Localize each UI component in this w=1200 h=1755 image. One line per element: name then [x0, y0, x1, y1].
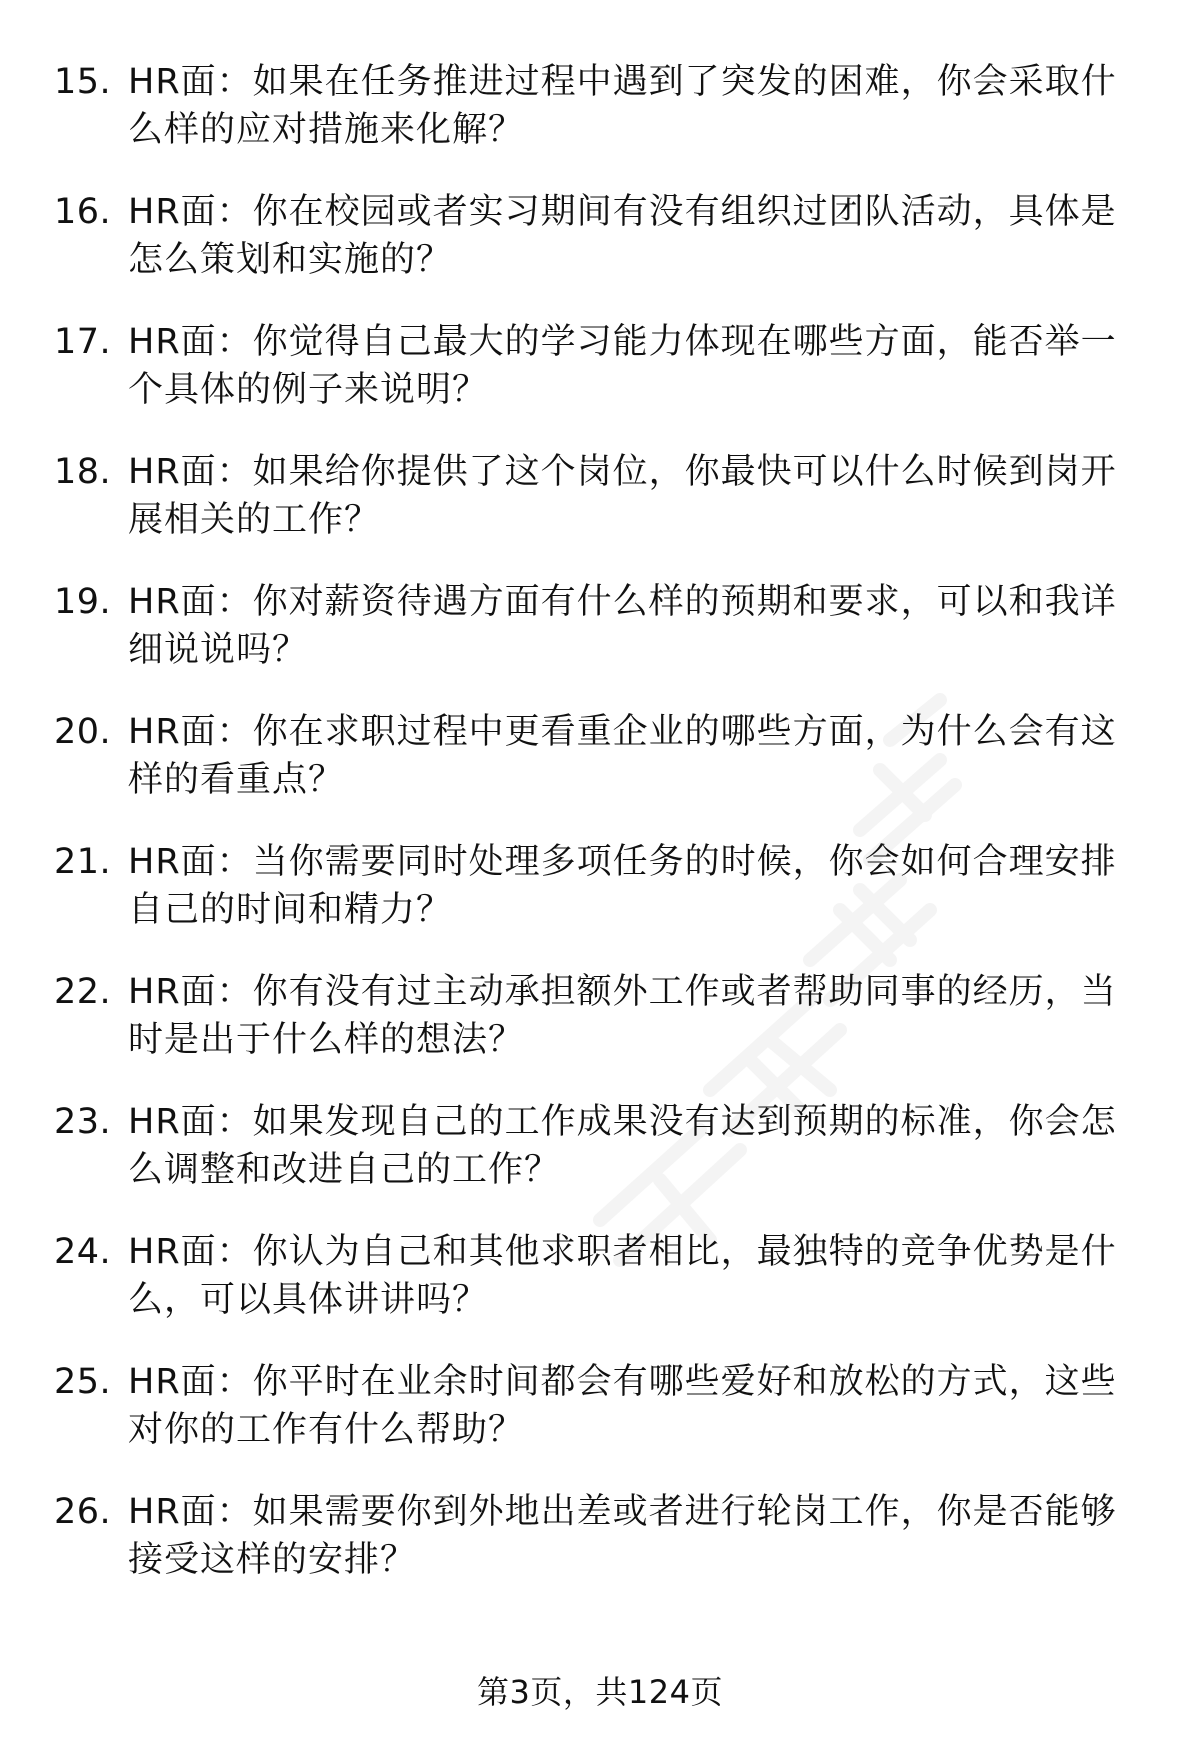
question-number: 22.	[54, 972, 112, 1012]
list-item	[0, 1488, 1200, 1618]
question-text: HR面：你认为自己和其他求职者相比，最独特的竞争优势是什么，可以具体讲讲吗？	[128, 1232, 1117, 1320]
question-text: HR面：如果给你提供了这个岗位，你最快可以什么时候到岗开展相关的工作？	[128, 452, 1117, 540]
question-number: 21.	[54, 842, 112, 882]
question-number: 20.	[54, 712, 112, 752]
question-number: 18.	[54, 452, 112, 492]
page-number-footer: 第3页，共124页	[477, 1673, 723, 1711]
list-item	[0, 1228, 1200, 1358]
question-text: HR面：你在求职过程中更看重企业的哪些方面，为什么会有这样的看重点？	[128, 712, 1117, 800]
list-item	[0, 1098, 1200, 1228]
list-item	[0, 318, 1200, 448]
list-item	[0, 58, 1200, 188]
question-list	[0, 58, 1200, 1618]
question-text: HR面：你觉得自己最大的学习能力体现在哪些方面，能否举一个具体的例子来说明？	[128, 322, 1117, 410]
question-number: 26.	[54, 1492, 112, 1532]
question-number: 24.	[54, 1232, 112, 1272]
question-number: 23.	[54, 1102, 112, 1142]
question-number: 17.	[54, 322, 112, 362]
list-item	[0, 1358, 1200, 1488]
list-item	[0, 188, 1200, 318]
list-item	[0, 708, 1200, 838]
question-number: 16.	[54, 192, 112, 232]
question-number: 19.	[54, 582, 112, 622]
list-item	[0, 968, 1200, 1098]
question-number: 25.	[54, 1362, 112, 1402]
question-text: HR面：如果发现自己的工作成果没有达到预期的标准，你会怎么调整和改进自己的工作？	[128, 1102, 1117, 1190]
list-item	[0, 578, 1200, 708]
question-text: HR面：你在校园或者实习期间有没有组织过团队活动，具体是怎么策划和实施的？	[128, 192, 1117, 280]
question-text: HR面：如果需要你到外地出差或者进行轮岗工作，你是否能够接受这样的安排？	[128, 1492, 1117, 1580]
list-item	[0, 448, 1200, 578]
question-text: HR面：你平时在业余时间都会有哪些爱好和放松的方式，这些对你的工作有什么帮助？	[128, 1362, 1117, 1450]
question-number: 15.	[54, 62, 112, 102]
question-text: HR面：你有没有过主动承担额外工作或者帮助同事的经历，当时是出于什么样的想法？	[128, 972, 1117, 1060]
question-text: HR面：如果在任务推进过程中遇到了突发的困难，你会采取什么样的应对措施来化解？	[128, 62, 1117, 150]
question-text: HR面：你对薪资待遇方面有什么样的预期和要求，可以和我详细说说吗？	[128, 582, 1117, 670]
list-item	[0, 838, 1200, 968]
question-text: HR面：当你需要同时处理多项任务的时候，你会如何合理安排自己的时间和精力？	[128, 842, 1117, 930]
